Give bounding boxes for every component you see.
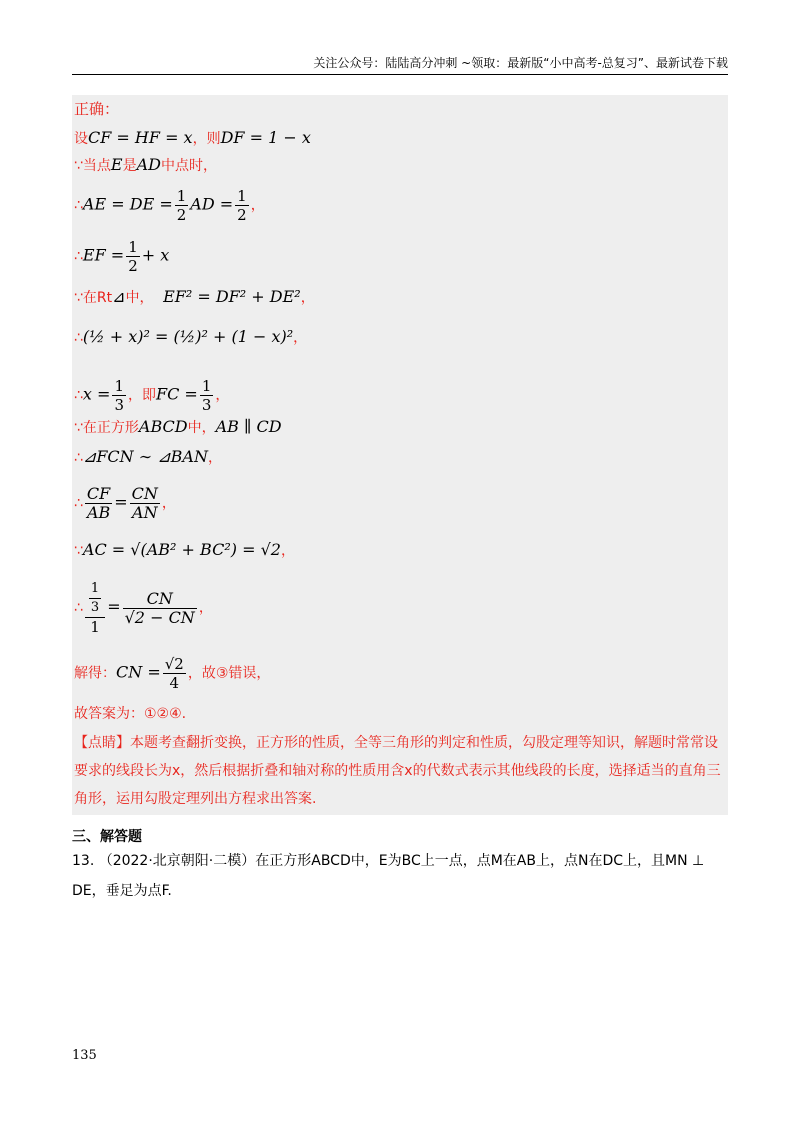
solution-line-8: ∵在正方形ABCD中，AB ∥ CD	[74, 417, 282, 436]
fraction-third: $\frac{1}{3}$	[114, 377, 124, 414]
fraction-sqrt2-4: $\frac{√2}{4}$	[164, 655, 184, 692]
solution-line-1: 设CF = HF = x，则DF = 1 − x	[74, 128, 311, 147]
solution-line-5: ∵在Rt⊿中， EF² = DF² + DE²，	[74, 287, 315, 306]
key-point-note: 【点睛】本题考查翻折变换，正方形的性质，全等三角形的判定和性质，勾股定理等知识，解题时常常设要求的线段长为x，然后根据折叠和轴对称的性质用含x的代数式表示其他线段的长度，选择适当的直角三角形，运用勾股定理列出方程求出答案.	[74, 735, 721, 807]
solution-line-3: ∴AE = DE = $\frac{1}{2}$ AD = $\frac{1}{2}$ ，	[74, 187, 265, 224]
question-13: 13. （2022·北京朝阳·二模）在正方形ABCD中，E为BC上一点，点M在AB上，点N在DC上，且MN ⊥ DE，垂足为点F.	[72, 853, 705, 899]
fraction-cf-ab: $\frac{CF}{AB}$	[86, 484, 111, 522]
solution-line-7: ∴x = $\frac{1}{3}$ ，即FC = $\frac{1}{3}$ ，	[74, 377, 230, 414]
header-text: 关注公众号：陆陆高分冲刺 ~领取：最新版“小中高考-总复习”、最新试卷下载	[313, 56, 728, 70]
solution-line-6: ∴(½ + x)² = (½)² + (1 − x)²，	[74, 327, 308, 346]
fraction-half: $\frac{1}{2}$	[237, 187, 247, 224]
fraction-cn-sqrt: $\frac{CN}{√2 - CN}$	[124, 588, 195, 627]
section-title: 三、解答题	[72, 829, 142, 845]
fraction-third: $\frac{1}{3}$	[201, 377, 212, 414]
solution-line-9: ∴⊿FCN ∼ ⊿BAN，	[74, 447, 222, 466]
page-header	[72, 54, 728, 75]
page-number: 135	[72, 1048, 97, 1063]
fraction-half: $\frac{1}{2}$	[128, 238, 138, 275]
solution-line-4: ∴EF = $\frac{1}{2}$ + x	[74, 238, 170, 275]
solution-block	[72, 95, 728, 815]
fraction-nested: $\frac{\frac{1}{3}}{1}$	[85, 580, 105, 636]
solution-line-13: 解得：CN = $\frac{√2}{4}$ ，故③错误，	[74, 655, 271, 692]
correct-label: 正确：	[74, 100, 120, 118]
fraction-half: $\frac{1}{2}$	[176, 187, 187, 224]
solution-line-12: ∴ $\frac{\frac{1}{3}}{1}$ = $\frac{CN}{√2 - CN}$ ，	[74, 581, 213, 636]
fraction-cn-an: $\frac{CN}{AN}$	[131, 484, 158, 522]
answer-line: 故答案为：①②④.	[74, 706, 187, 722]
solution-line-2: ∵当点E是AD中点时，	[74, 155, 217, 174]
solution-line-11: ∵AC = √(AB² + BC²) = √2，	[74, 540, 295, 559]
solution-line-10: ∴ $\frac{CF}{AB}$ = $\frac{CN}{AN}$ ，	[74, 484, 176, 522]
